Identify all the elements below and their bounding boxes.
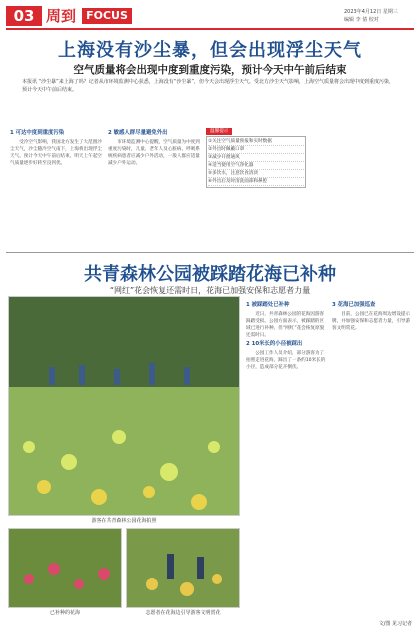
section-text: 目前，公园已在花海周边增设提示牌，并加强安保和志愿者力量，引导游客文明赏花。	[332, 312, 411, 331]
article1-lead: 本报讯 “沙尘暴”来上海了吗？记者从市环境监测中心获悉，上海没有“沙尘暴”，但今天会出现浮尘天气。受北方沙尘天气影响，上海空气质量将会出现中度到重度污染，预计今天中午前后结束。	[22, 79, 394, 93]
tips-box	[206, 136, 306, 188]
article1-subhead: 空气质量将会出现中度到重度污染，预计今天中午前后结束	[73, 64, 347, 76]
article2-col1	[246, 300, 326, 620]
section-text: 受冷空气影响，我国北方发生了大范围沙尘天气，沙尘随冷空气南下，上海将出现浮尘天气。预计今天中午前后结束，明天上午起空气质量逐步好转至良到优。	[10, 140, 102, 166]
section-heading: 2 10米长的小径被踩出	[246, 341, 303, 347]
tips-label: 温馨提示	[206, 128, 232, 135]
masthead	[6, 6, 414, 26]
tip-item: ⑤多饮水，注意饮食清淡	[208, 170, 304, 178]
section-heading: 2 敏感人群尽量避免外出	[108, 130, 168, 136]
photo-small-1-caption: 已补种的花海	[49, 610, 80, 616]
section-number: 03	[6, 6, 42, 26]
focus-tag: FOCUS	[82, 8, 132, 24]
section-text: 市环境监测中心提醒，空气质量为中度到重度污染时，儿童、老年人及心脏病、呼吸系统疾病患者应减少户外活动，一般人群应适量减少户外运动。	[108, 140, 200, 166]
masthead-rule	[6, 28, 414, 30]
photo-small-2	[126, 528, 240, 608]
article1-tips	[206, 128, 306, 248]
article1-col2	[108, 128, 200, 248]
section-heading: 3 花海已加强巡查	[332, 302, 376, 308]
article1-col1	[10, 128, 102, 248]
volunteers-photo	[127, 529, 240, 608]
tip-item: ④适当使用空气净化器	[208, 162, 304, 170]
page-meta	[344, 8, 414, 24]
tip-item: ②外出时佩戴口罩	[208, 146, 304, 154]
photo-small-1	[8, 528, 122, 608]
article1-headline: 上海没有沙尘暴，但会出现浮尘天气	[58, 40, 362, 61]
section-heading: 1 可达中度到重度污染	[10, 130, 65, 136]
section-text: 公园工作人员介绍，部分游客为了拍照走进花海，踩出了一条约10米长的小径，造成部分花卉倒伏。	[246, 351, 326, 370]
flower-field-photo	[9, 297, 240, 516]
issue-date: 2023年4月12日 星期三	[344, 9, 398, 15]
section-heading: 1 被踩踏处已补种	[246, 302, 290, 308]
main-photo	[8, 296, 240, 516]
section-divider	[6, 252, 414, 253]
article2-subhead: “网红”花会恢复还需时日，花海已加强安保和志愿者力量	[109, 286, 311, 295]
article2-credit: 文/图 见习记者	[378, 621, 412, 627]
photo-small-2-caption: 志愿者在花海边引导游客文明赏花	[145, 610, 221, 616]
section-text: 近日，共青森林公园的花海因游客踩踏受损。公园方面表示，被踩踏的区域已进行补种，但“网红”花会恢复原貌还需时日。	[246, 312, 325, 338]
replanted-flowers-photo	[9, 529, 122, 608]
article2-col2	[332, 300, 412, 610]
tip-item: ③减少开窗通风	[208, 154, 304, 162]
article2-headline: 共青森林公园被踩踏花海已补种	[84, 264, 336, 285]
tip-item: ①关注空气质量预报和实时数据	[208, 138, 304, 146]
main-photo-caption: 游客在共青森林公园花海拍照	[91, 518, 157, 524]
editor-credit: 编辑 李 倩 校对	[344, 17, 379, 23]
section-title: 周到	[46, 7, 77, 25]
tip-item: ⑥外出后及时清洗面部和鼻腔	[208, 178, 304, 186]
